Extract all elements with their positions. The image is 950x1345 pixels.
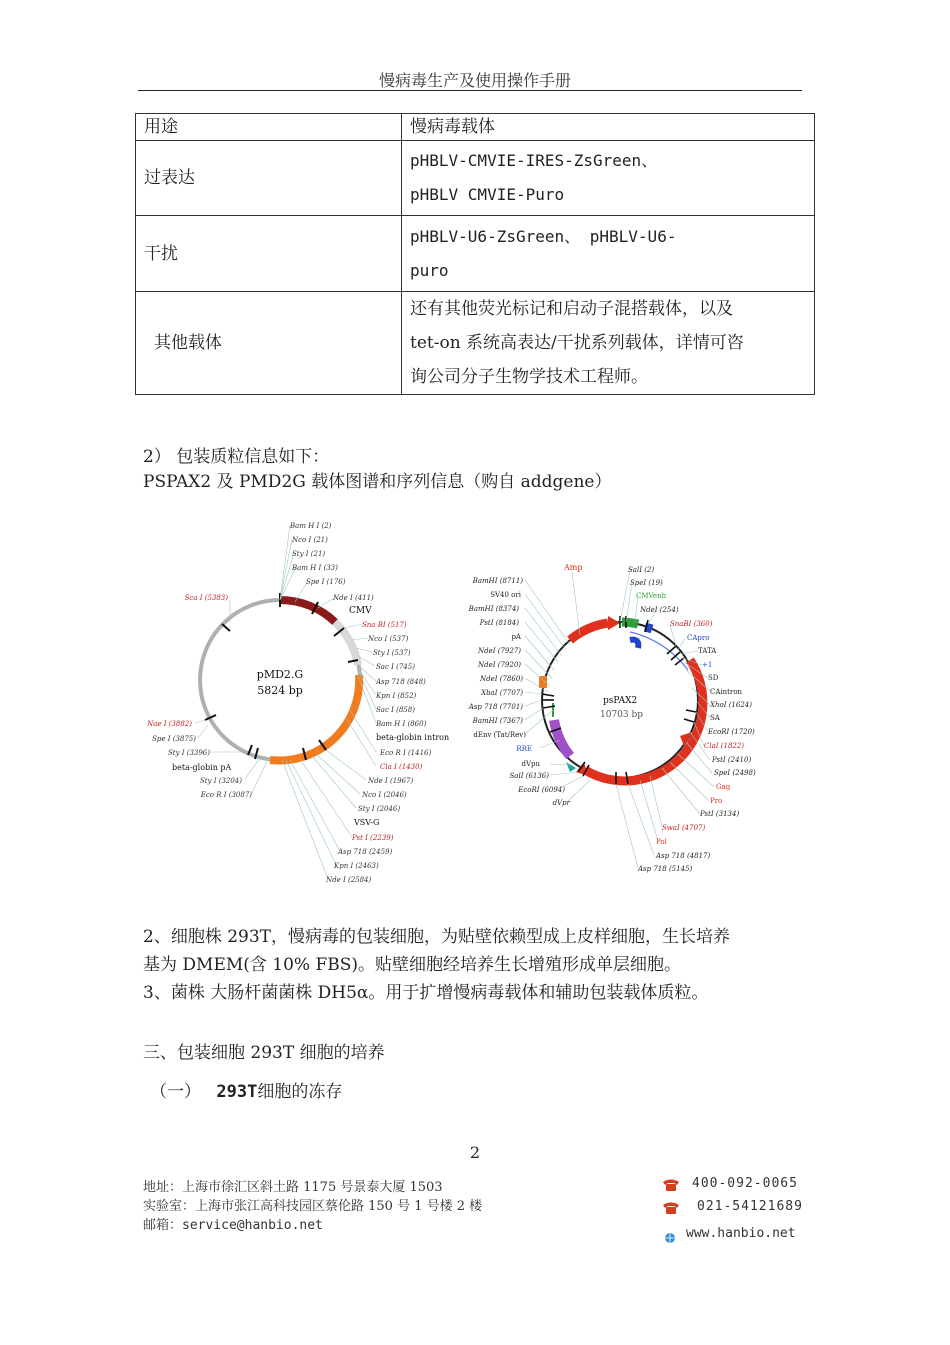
- site-label: SD: [708, 674, 719, 682]
- site-label: SwaI (4707): [662, 824, 706, 832]
- vector-line: puro: [410, 260, 449, 280]
- table-cell-use: 过表达: [136, 141, 402, 216]
- site-label: NdeI (7920): [477, 661, 521, 669]
- subsection-heading: [150, 1077, 342, 1102]
- table-cell-vector: [402, 292, 815, 395]
- site-label: Asp 718 (7701): [468, 703, 523, 711]
- site-label: EcoRI (1720): [708, 728, 755, 736]
- section-item: 2） 包装质粒信息如下：: [143, 447, 330, 467]
- site-label: Eco R I (3087): [200, 791, 252, 799]
- site-label: NdeI (254): [640, 606, 679, 614]
- site-label: NdeI (7927): [477, 647, 521, 655]
- site-label: dEnv (Tat/Rev): [473, 731, 526, 739]
- globe-icon: [664, 1229, 676, 1241]
- site-label: Nde I (1967): [368, 777, 414, 785]
- site-label: Kpn I (2463): [334, 862, 379, 870]
- pmd2g-size: 5824 bp: [257, 684, 303, 697]
- pmd2g-feature-label: CMV: [349, 606, 372, 616]
- table-row: [136, 216, 815, 292]
- vector-usage-table: [135, 113, 815, 395]
- vector-line: 询公司分子生物学技术工程师。: [410, 367, 648, 387]
- site-label: Pro: [710, 797, 723, 805]
- pspax2-intron-arc: [630, 632, 688, 670]
- pspax2-sites-bottom: [637, 824, 710, 873]
- site-label: Asp 718 (4817): [656, 852, 711, 860]
- vector-line: pHBLV-CMVIE-IRES-ZsGreen、: [410, 151, 658, 170]
- site-label: Asp 718 (5145): [638, 865, 693, 873]
- footer-email: 邮箱：service@hanbio.net: [143, 1218, 323, 1233]
- phone-icon: [662, 1177, 680, 1191]
- site-label: BamHI (8711): [472, 577, 523, 585]
- site-label: Spe I (3875): [152, 735, 196, 743]
- site-label: BamHI (7367): [472, 717, 523, 725]
- site-label: Nae I (3882): [147, 720, 192, 728]
- site-label: BamHI (8374): [468, 605, 519, 613]
- site-label: Eco R I (1416): [380, 749, 432, 757]
- site-label: EcoRI (6094): [518, 786, 565, 794]
- pspax2-rre-segment: [554, 720, 570, 756]
- site-label: NdeI (7860): [479, 675, 523, 683]
- site-label: Nco I (2046): [362, 791, 407, 799]
- site-label: Sty I (537): [373, 649, 411, 657]
- site-label: SpeI (2498): [714, 769, 756, 777]
- table-header-cell: 用途: [136, 114, 402, 141]
- site-label: TATA: [698, 647, 717, 655]
- site-label: Sac I (858): [376, 706, 415, 714]
- site-label: Sca I (5383): [184, 594, 228, 602]
- pmd2g-map: [146, 522, 449, 884]
- site-label: SalI (6136): [509, 772, 549, 780]
- subsection-text: 细胞的冻存: [257, 1082, 343, 1102]
- header-title: 慢病毒生产及使用操作手册: [378, 71, 571, 90]
- pspax2-name: psPAX2: [603, 696, 638, 706]
- header-divider: [138, 90, 802, 91]
- site-label: Sty I (2046): [358, 805, 401, 813]
- section-heading: 三、包装细胞 293T 细胞的培养: [143, 1043, 385, 1063]
- site-label: Nco I (537): [368, 635, 409, 643]
- table-cell-vector: [402, 216, 815, 292]
- pmd2g-name: pMD2.G: [256, 668, 304, 681]
- table-header-row: [136, 114, 815, 141]
- site-label: Pol: [656, 838, 667, 846]
- site-label: Gag: [716, 783, 731, 791]
- site-label: pA: [511, 633, 521, 641]
- site-label: Nco I (21): [292, 536, 328, 544]
- pspax2-size: 10703 bp: [600, 710, 644, 720]
- pspax2-sites-top: [628, 566, 679, 614]
- pmd2g-leader-lines: [195, 525, 376, 879]
- site-label: SpeI (19): [630, 579, 663, 587]
- table-row: [136, 141, 815, 216]
- site-label: XbaI (7707): [481, 689, 523, 697]
- pspax2-sites-left: [468, 577, 571, 807]
- site-label: Bam H I (2): [290, 522, 332, 530]
- pspax2-capro-arrow: [630, 640, 638, 648]
- site-label: dVpr: [552, 799, 570, 807]
- pspax2-sites-right: [670, 620, 756, 818]
- cell-line-paragraph-line: 基为 DMEM(含 10% FBS)。贴壁细胞经培养生长增殖形成单层细胞。: [143, 955, 682, 975]
- site-label: PstI (8184): [479, 619, 519, 627]
- pspax2-map: [468, 563, 756, 873]
- vector-line: tet-on 系统高表达/干扰系列载体，详情可咨: [410, 333, 744, 353]
- site-label: XhoI (1624): [710, 701, 752, 709]
- site-label: Nde I (2584): [326, 876, 372, 884]
- pmd2g-feature-label: VSV-G: [354, 818, 380, 827]
- pspax2-top-label: Amp: [564, 563, 583, 572]
- site-label: Sty I (3396): [167, 749, 210, 757]
- vector-line: pHBLV CMVIE-Puro: [410, 185, 565, 204]
- site-label: Nde I (411): [333, 594, 374, 602]
- vector-line: 还有其他荧光标记和启动子混搭载体，以及: [410, 299, 733, 319]
- pspax2-cmvenh-segment: [622, 622, 638, 624]
- phone-icon: [662, 1200, 680, 1214]
- footer-lab: 实验室：上海市张江高科技园区蔡伦路 150 号 1 号楼 2 楼: [143, 1199, 483, 1214]
- pspax2-gagpol-segment: [585, 660, 703, 781]
- pmd2g-sites-right: [289, 522, 432, 884]
- footer-phone: 021-54121689: [697, 1199, 803, 1214]
- vector-line: pHBLV-U6-ZsGreen、 pHBLV-U6-: [410, 226, 677, 246]
- plasmid-maps-figure: [130, 510, 830, 890]
- site-label: PstI (3134): [700, 810, 740, 818]
- site-label: PstI (2410): [712, 756, 752, 764]
- subsection-number: （一）: [150, 1082, 201, 1102]
- pspax2-amp-segment: [570, 623, 608, 640]
- site-label: Cla I (1430): [380, 763, 423, 771]
- site-label: dVpu: [521, 760, 540, 768]
- site-label: Sty I (21): [292, 550, 326, 558]
- pmd2g-feature-label: beta-globin pA: [172, 763, 232, 772]
- subsection-code: 293T: [216, 1082, 258, 1102]
- footer-phone: 400-092-0065: [692, 1176, 798, 1191]
- site-label: +1: [702, 661, 713, 669]
- site-label: Bam H I (860): [376, 720, 427, 728]
- site-label: RRE: [516, 745, 532, 753]
- site-label: Sna BI (517): [362, 621, 407, 629]
- footer-address: 地址：上海市徐汇区斜土路 1175 号景泰大厦 1503: [143, 1180, 443, 1195]
- pmd2g-feature-label: beta-globin intron: [376, 733, 450, 742]
- pspax2-amp-arrowhead: [608, 616, 620, 630]
- table-cell-use: 其他载体: [136, 292, 402, 395]
- table-cell-use: 干扰: [136, 216, 402, 292]
- site-label: SalI (2): [628, 566, 655, 574]
- site-label: SA: [710, 714, 720, 722]
- site-label: Sac I (745): [376, 663, 415, 671]
- table-row: [136, 292, 815, 395]
- pmd2g-cmv-segment: [280, 600, 335, 622]
- cell-line-paragraph-line: 2、细胞株 293T，慢病毒的包装细胞，为贴壁依赖型成上皮样细胞，生长培养: [143, 927, 731, 947]
- site-label: SnaBI (360): [670, 620, 713, 628]
- site-label: Asp 718 (2459): [338, 848, 393, 856]
- strain-paragraph: 3、菌株 大肠杆菌菌株 DH5α。用于扩增慢病毒载体和辅助包装载体质粒。: [143, 983, 709, 1003]
- section-description: PSPAX2 及 PMD2G 载体图谱和序列信息（购自 addgene）: [143, 472, 612, 492]
- site-label: SV40 ori: [490, 591, 521, 599]
- footer-website: www.hanbio.net: [686, 1226, 796, 1241]
- pmd2g-intron-segment: [335, 622, 358, 665]
- table-cell-vector: [402, 141, 815, 216]
- site-label: Asp 718 (848): [376, 678, 426, 686]
- site-label: ClaI (1822): [704, 742, 745, 750]
- site-label: CMVenh: [636, 592, 667, 600]
- site-label: CApro: [687, 634, 710, 642]
- site-label: Bam H I (33): [292, 564, 338, 572]
- table-header-cell: 慢病毒载体: [402, 114, 815, 141]
- page-number: 2: [469, 1143, 481, 1162]
- site-label: Sty I (3204): [199, 777, 242, 785]
- site-label: CAintron: [710, 688, 743, 696]
- site-label: Spe I (176): [306, 578, 346, 586]
- site-label: Pst I (2239): [352, 834, 394, 842]
- site-label: Kpn I (852): [376, 692, 417, 700]
